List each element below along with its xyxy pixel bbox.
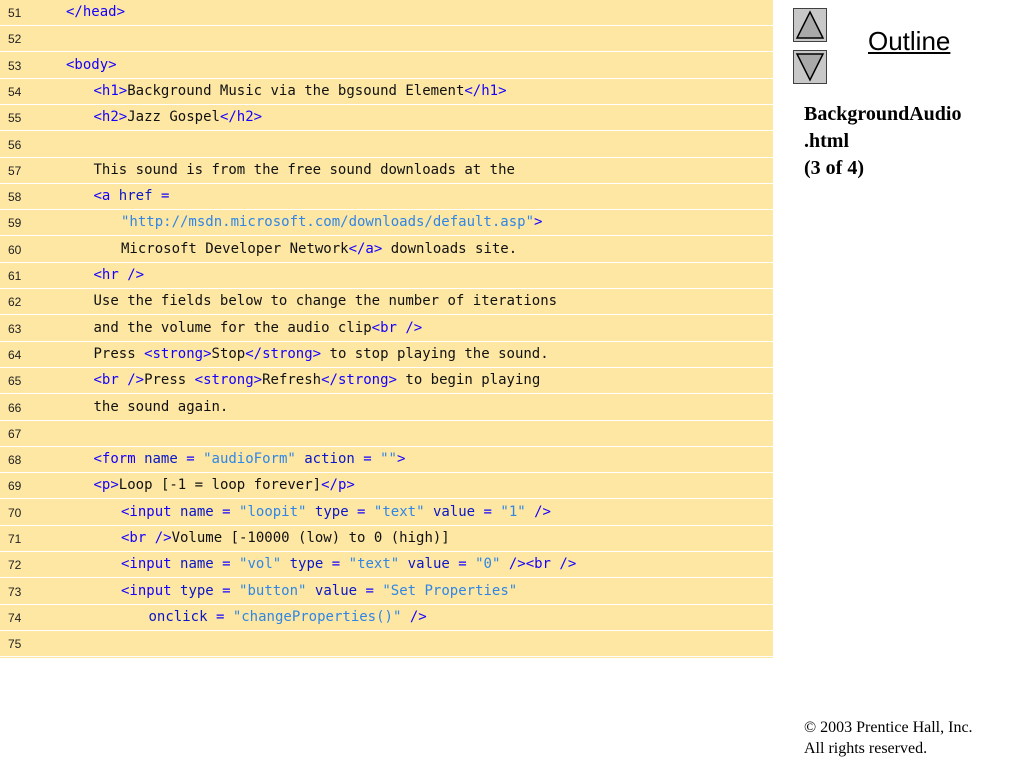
code-token: /> <box>525 503 551 520</box>
previous-slide-button[interactable] <box>793 8 827 42</box>
line-number: 70 <box>8 505 22 520</box>
code-token: = <box>354 451 381 468</box>
code-line <box>0 552 773 578</box>
code-text <box>94 451 406 467</box>
code-line <box>0 105 773 131</box>
code-line <box>0 53 773 79</box>
code-token: "Set Properties" <box>382 582 518 599</box>
code-token: value <box>407 556 450 573</box>
code-token: <br /> <box>371 319 423 336</box>
code-token: Stop <box>211 345 246 362</box>
triangle-up-icon <box>794 9 826 41</box>
code-token: </p> <box>321 477 355 494</box>
line-number: 63 <box>8 321 22 336</box>
code-token: Microsoft Developer Network <box>121 240 349 257</box>
line-number: 61 <box>8 269 22 283</box>
code-token: name <box>180 503 214 520</box>
code-token: "text" <box>348 556 400 573</box>
code-line <box>0 526 773 552</box>
code-token: "0" <box>475 556 501 573</box>
line-number: 59 <box>8 216 22 231</box>
code-token: Background Music via the bgsound Element <box>127 82 465 99</box>
code-text <box>94 267 145 283</box>
code-token: = <box>323 556 349 573</box>
code-token: name <box>144 451 178 468</box>
file-title <box>804 101 961 182</box>
next-slide-button[interactable] <box>793 50 827 84</box>
code-token: </strong> <box>245 345 322 362</box>
code-line <box>0 158 773 184</box>
code-text <box>94 109 263 125</box>
code-token: <input <box>121 503 181 520</box>
code-line <box>0 500 773 526</box>
code-text <box>94 83 507 99</box>
code-text <box>121 241 517 257</box>
line-number: 60 <box>8 242 22 257</box>
code-line <box>0 184 773 210</box>
code-token: "http://msdn.microsoft.com/downloads/default.asp" <box>121 214 535 231</box>
code-token: = <box>207 608 233 625</box>
code-token: "vol" <box>239 556 282 573</box>
code-token: This sound is from the free sound downloads at the <box>93 161 515 178</box>
code-line <box>0 579 773 605</box>
line-number: 68 <box>8 453 22 468</box>
copyright-notice <box>804 717 973 759</box>
code-line <box>0 473 773 499</box>
code-token: "1" <box>500 503 526 520</box>
line-number: 58 <box>8 190 22 205</box>
code-token <box>306 583 314 599</box>
line-number: 62 <box>8 295 22 310</box>
code-line <box>0 605 773 631</box>
code-token: value <box>432 503 476 520</box>
line-number: 64 <box>8 347 22 362</box>
code-token: "" <box>380 451 397 468</box>
line-number: 56 <box>8 137 22 152</box>
code-text <box>121 530 450 546</box>
code-token: = <box>152 188 170 205</box>
code-token: "button" <box>239 582 307 599</box>
line-number: 71 <box>8 532 22 546</box>
code-token: > <box>396 451 406 468</box>
code-token: to stop playing the sound. <box>321 345 549 362</box>
line-number: 74 <box>8 610 22 625</box>
code-token: <strong> <box>194 372 263 389</box>
code-token: <h1> <box>93 82 128 99</box>
code-line <box>0 368 773 394</box>
code-text <box>121 583 517 599</box>
code-token: type <box>180 582 214 599</box>
code-token: downloads site. <box>382 240 518 257</box>
code-text <box>94 346 549 362</box>
code-token: "audioForm" <box>203 451 296 468</box>
code-line <box>0 395 773 421</box>
code-token: </a> <box>348 240 383 257</box>
code-token: </h2> <box>219 109 263 126</box>
line-number: 65 <box>8 374 22 389</box>
code-token: name <box>180 556 214 573</box>
line-number: 69 <box>8 479 22 494</box>
code-token: value <box>314 582 358 599</box>
code-token: <h2> <box>93 109 128 126</box>
code-token: "loopit" <box>239 503 307 520</box>
code-token: "text" <box>373 503 425 520</box>
code-token: = <box>348 503 374 520</box>
code-token: <form <box>93 451 145 468</box>
code-token: Refresh <box>262 372 322 389</box>
code-token <box>399 556 407 572</box>
code-line <box>0 0 773 26</box>
code-token: <strong> <box>144 345 212 362</box>
line-number: 66 <box>8 400 22 415</box>
code-line <box>0 132 773 158</box>
line-number: 67 <box>8 426 22 441</box>
file-title-line-2: .html <box>804 130 849 152</box>
code-line <box>0 289 773 315</box>
code-token: = <box>177 451 204 468</box>
line-number: 55 <box>8 111 22 126</box>
code-text <box>149 609 427 625</box>
code-token: Press <box>93 345 145 362</box>
code-token: Jazz Gospel <box>127 109 220 126</box>
code-token: Loop [-1 = loop forever] <box>118 477 322 494</box>
code-line <box>0 342 773 368</box>
code-text <box>121 556 576 572</box>
code-token: <body> <box>66 56 117 73</box>
code-token: Press <box>144 372 195 389</box>
code-token <box>425 504 433 520</box>
code-token: = <box>213 582 240 599</box>
code-text <box>94 188 170 204</box>
code-line <box>0 237 773 263</box>
code-token: </h1> <box>464 82 507 99</box>
copyright-symbol: © <box>804 719 817 736</box>
code-token: <input <box>121 556 181 573</box>
code-token: and the volume for the audio clip <box>93 319 372 336</box>
code-line <box>0 263 773 289</box>
copyright-text: 2003 Prentice Hall, Inc. <box>816 719 973 736</box>
code-line <box>0 631 773 657</box>
code-token: "changeProperties()" <box>232 608 402 625</box>
line-number: 73 <box>8 584 22 599</box>
code-line <box>0 210 773 236</box>
line-number: 51 <box>8 6 22 20</box>
line-number: 54 <box>8 84 22 99</box>
code-token: Volume [-10000 (low) to 0 (high)] <box>171 530 450 546</box>
code-token: = <box>213 503 240 520</box>
code-token: > <box>534 214 543 231</box>
code-token: </strong> <box>321 372 397 389</box>
code-token: type <box>289 556 324 573</box>
page-indicator: (3 of 4) <box>804 157 864 179</box>
code-line <box>0 316 773 342</box>
code-token: Use the fields below to change the number of iterations <box>93 293 558 310</box>
code-token: = <box>213 556 240 573</box>
code-token: = <box>475 503 501 520</box>
code-token: <hr /> <box>93 267 145 283</box>
code-token: to begin playing <box>396 372 541 389</box>
code-token <box>296 451 304 467</box>
code-token: action <box>304 451 355 468</box>
line-number: 75 <box>8 637 22 652</box>
code-line <box>0 447 773 473</box>
code-token: the sound again. <box>93 398 229 415</box>
code-text <box>94 162 515 178</box>
code-text <box>94 293 558 309</box>
code-token: = <box>449 556 476 573</box>
code-token: <input <box>121 582 181 599</box>
code-token: <p> <box>93 477 119 494</box>
outline-link[interactable]: Outline <box>868 26 951 56</box>
code-token <box>306 504 314 520</box>
code-text <box>66 57 117 73</box>
code-token: </head> <box>66 4 126 20</box>
code-line <box>0 421 773 447</box>
file-title-line-1: BackgroundAudio <box>804 103 962 125</box>
code-token: = <box>357 582 383 599</box>
code-token <box>281 556 289 572</box>
code-line <box>0 79 773 105</box>
line-number: 72 <box>8 558 22 573</box>
code-token: <br /> <box>93 372 145 389</box>
code-token: <br /> <box>121 530 172 546</box>
code-text <box>66 4 125 20</box>
line-number: 57 <box>8 163 22 178</box>
line-number: 53 <box>8 58 22 73</box>
code-token: <a <box>93 188 119 205</box>
triangle-down-icon <box>794 51 826 83</box>
code-line <box>0 26 773 52</box>
code-text <box>94 399 229 415</box>
code-text <box>94 477 355 493</box>
code-text <box>94 372 541 388</box>
code-token: onclick <box>148 608 208 625</box>
code-token: href <box>118 188 153 205</box>
code-token: /><br /> <box>500 556 577 573</box>
line-number: 52 <box>8 32 22 47</box>
code-token: /> <box>401 608 427 625</box>
code-token: type <box>314 503 349 520</box>
rights-text: All rights reserved. <box>804 740 928 757</box>
code-text <box>121 214 542 230</box>
code-text <box>94 320 423 336</box>
code-text <box>121 504 551 520</box>
